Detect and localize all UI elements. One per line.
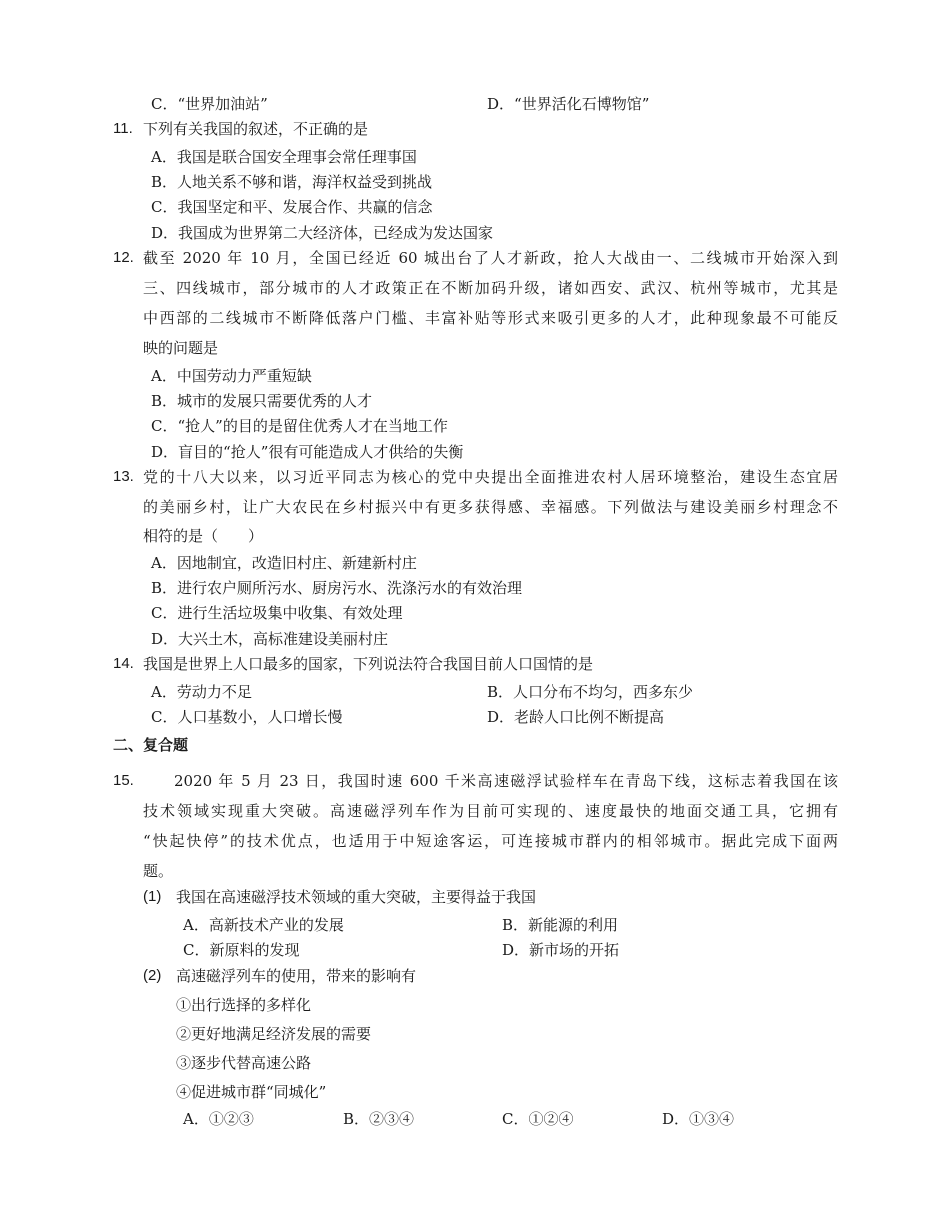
option-b: B．新能源的利用 xyxy=(502,916,619,934)
statement-item: ①出行选择的多样化 xyxy=(176,996,312,1014)
option-d: D．老龄人口比例不断提高 xyxy=(487,708,665,726)
option-d: D．新市场的开拓 xyxy=(502,941,620,959)
option-b: B．城市的发展只需要优秀的人才 xyxy=(151,392,373,410)
option-d: D．盲目的“抢人”很有可能造成人才供给的失衡 xyxy=(151,443,464,461)
statement-item: ④促进城市群“同城化” xyxy=(176,1083,327,1101)
option-b: B．人地关系不够和谐，海洋权益受到挑战 xyxy=(151,173,433,191)
question-stem-line: 技术领域实现重大突破。高速磁浮列车作为目前可实现的、速度最快的地面交通工具，它拥有 xyxy=(143,802,838,820)
question-number: 12. xyxy=(113,249,134,266)
option-d: D．大兴土木，高标准建设美丽村庄 xyxy=(151,630,389,648)
option-b: B．人口分布不均匀，西多东少 xyxy=(487,683,694,701)
question-stem-line: 中西部的二线城市不断降低落户门槛、丰富补贴等形式来吸引更多的人才，此种现象最不可能反 xyxy=(143,309,838,327)
question-stem-line: 映的问题是 xyxy=(143,339,219,357)
question-stem-line: “快起快停”的技术优点，也适用于中短途客运，可连接城市群内的相邻城市。据此完成下面两 xyxy=(143,832,838,850)
question-stem-line: 题。 xyxy=(143,862,174,880)
option-c: C．“世界加油站” xyxy=(151,95,268,113)
option-a: A．中国劳动力严重短缺 xyxy=(151,367,312,385)
question-number: 11. xyxy=(113,120,133,137)
option-c: C．人口基数小，人口增长慢 xyxy=(151,708,343,726)
question-stem-line: 的美丽乡村，让广大农民在乡村振兴中有更多获得感、幸福感。下列做法与建设美丽乡村理念不 xyxy=(143,498,838,516)
option-a: A．劳动力不足 xyxy=(151,683,252,701)
option-a: A．因地制宜，改造旧村庄、新建新村庄 xyxy=(151,554,417,572)
option-d: D．“世界活化石博物馆” xyxy=(487,95,650,113)
sub-question-stem: 高速磁浮列车的使用，带来的影响有 xyxy=(176,967,417,985)
sub-question-number: (2) xyxy=(143,967,162,984)
option-c: C．“抢人”的目的是留住优秀人才在当地工作 xyxy=(151,417,448,435)
statement-item: ②更好地满足经济发展的需要 xyxy=(176,1025,372,1043)
option-c: C．①②④ xyxy=(502,1110,574,1128)
sub-question-stem: 我国在高速磁浮技术领域的重大突破，主要得益于我国 xyxy=(176,888,537,906)
question-number: 13. xyxy=(113,468,134,485)
option-b: B．②③④ xyxy=(343,1110,415,1128)
question-stem-line: 相符的是（ ） xyxy=(143,527,264,545)
option-d: D．我国成为世界第二大经济体，已经成为发达国家 xyxy=(151,224,494,242)
option-b: B．进行农户厕所污水、厨房污水、洗涤污水的有效治理 xyxy=(151,579,523,597)
section-title: 二、复合题 xyxy=(113,736,189,754)
question-stem: 下列有关我国的叙述，不正确的是 xyxy=(143,120,369,138)
option-a: A．我国是联合国安全理事会常任理事国 xyxy=(151,148,417,166)
option-c: C．新原料的发现 xyxy=(183,941,300,959)
question-number: 14. xyxy=(113,655,134,672)
option-a: A．高新技术产业的发展 xyxy=(183,916,344,934)
option-a: A．①②③ xyxy=(183,1110,254,1128)
question-stem-line: 三、四线城市，部分城市的人才政策正在不断加码升级，诸如西安、武汉、杭州等城市，尤其是 xyxy=(143,279,838,297)
option-d: D．①③④ xyxy=(662,1110,735,1128)
question-number: 15. xyxy=(113,772,134,789)
statement-item: ③逐步代替高速公路 xyxy=(176,1054,312,1072)
question-stem-line: 党的十八大以来，以习近平同志为核心的党中央提出全面推进农村人居环境整治，建设生态宜居 xyxy=(143,468,838,486)
question-stem-line: 截至 2020 年 10 月，全国已经近 60 城出台了人才新政，抢人大战由一、二线城市开始深入到 xyxy=(143,249,838,267)
option-c: C．进行生活垃圾集中收集、有效处理 xyxy=(151,604,403,622)
sub-question-number: (1) xyxy=(143,888,162,905)
question-stem-line: 2020 年 5 月 23 日，我国时速 600 千米高速磁浮试验样车在青岛下线，这标志着我国在该 xyxy=(174,772,838,790)
option-c: C．我国坚定和平、发展合作、共赢的信念 xyxy=(151,198,433,216)
question-stem: 我国是世界上人口最多的国家，下列说法符合我国目前人口国情的是 xyxy=(143,655,594,673)
